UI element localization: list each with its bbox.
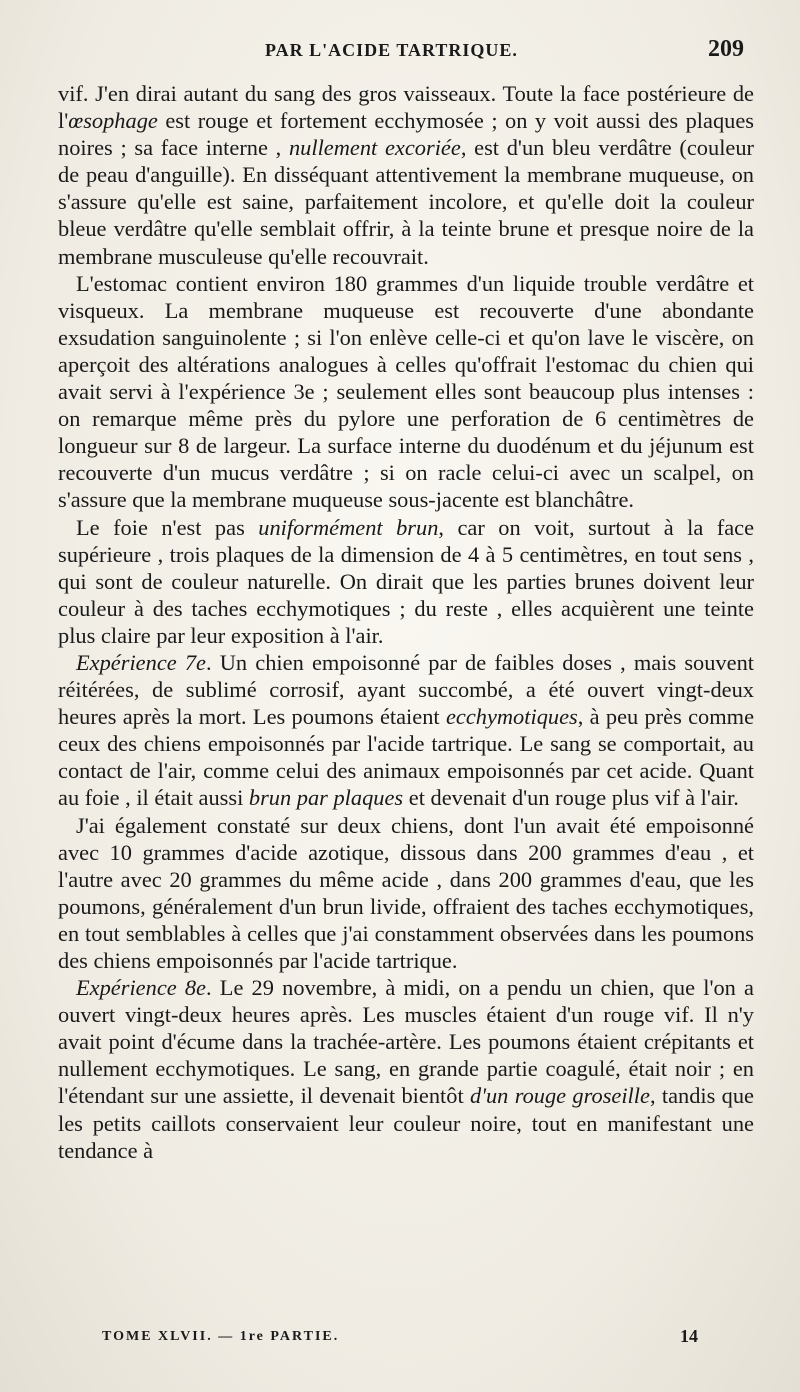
text-run: , est d'un bleu verdâtre (couleur de peau d'anguille). En disséquant attentivement la membrane muqueuse, on s'assure qu'elle est saine, parfaitement incolore, et qu'elle doit la couleur bleue verdâtre qu'elle semblait offrir, à la teinte brune et presque noire de la membrane musculeuse qu'elle recouvrait. <box>58 135 754 269</box>
text-run: L'estomac contient environ 180 grammes d'un liquide trouble verdâtre et visqueux. La membrane muqueuse est recouverte d'une abondante exsudation sanguinolente ; si l'on enlève celle-ci et qu'on lave le viscère, on aperçoit des altérations analogues à celles qu'offrait l'estomac du chien qui avait servi à l'expérience 3e ; seulement elles sont beaucoup plus intenses : on remarque même près du pylore une perforation de 6 centimètres de longueur sur 8 de largeur. La surface interne du duodénum et du jéjunum est recouverte d'un mucus verdâtre ; si on racle celui-ci avec un scalpel, on s'assure que la membrane muqueuse sous-jacente est blanchâtre. <box>58 270 754 513</box>
paragraph <box>58 649 754 812</box>
italic-run: œsophage <box>68 108 158 134</box>
page-number: 209 <box>708 36 744 62</box>
sheet-number: 14 <box>680 1326 698 1346</box>
italic-run: nullement excoriée <box>288 135 461 161</box>
text-run: , à peu près comme ceux des chiens empoisonnés par l'acide tartrique. Le sang se comportait, au contact de l'air, comme celui des animaux empoisonnés par cet acide. Quant au foie , il était aussi <box>58 704 755 811</box>
text-run: , tandis que les petits caillots conservaient leur couleur noire, tout en manifestant une tendance à <box>58 1083 754 1163</box>
text-run: Le foie n'est pas <box>76 514 259 540</box>
italic-run: uniformément brun <box>258 514 439 540</box>
paragraph <box>58 80 754 270</box>
italic-run: brun par plaques <box>248 785 404 811</box>
paragraph <box>58 974 754 1164</box>
signature-mark: TOME XLVII. — 1re PARTIE. <box>102 1329 340 1344</box>
text-run: est rouge et fortement ecchymosée ; on y voit aussi des plaques noires ; sa face interne , <box>58 108 754 161</box>
italic-run: Expérience 8e <box>76 975 206 1001</box>
text-run: vif. J'en dirai autant du sang des gros vaisseaux. Toute la face postérieure de l' <box>58 81 754 134</box>
text-run: . Un chien empoisonné par de faibles doses , mais souvent réitérées, de sublimé corrosif, ayant succombé, a été ouvert vingt-deux heures après la mort. Les poumons étaient <box>58 649 754 730</box>
italic-run: d'un rouge groseille <box>470 1083 650 1109</box>
text-run: . Le 29 novembre, à midi, on a pendu un chien, que l'on a ouvert vingt-deux heures après. Les muscles étaient d'un rouge vif. Il n'y avait point d'écume dans la trachée-artère. Les poumons étaient crépitants et nullement ecchymotiques. Le sang, en grande partie coagulé, était noir ; en l'étendant sur une assiette, il devenait bientôt <box>58 975 754 1109</box>
paragraph <box>58 812 754 975</box>
italic-run: ecchymotiques <box>445 704 578 730</box>
body-text <box>58 80 754 1164</box>
paragraph <box>58 514 754 649</box>
running-title: PAR L'ACIDE TARTRIQUE. <box>265 40 518 60</box>
text-run: , car on voit, surtout à la face supérieure , trois plaques de la dimension de 4 à 5 centimètres, en tout sens , qui sont de couleur naturelle. On dirait que les parties brunes doivent leur couleur à des taches ecchymotiques ; du reste , elles acquièrent une teinte plus claire par leur exposition à l'air. <box>58 514 755 648</box>
text-run: J'ai également constaté sur deux chiens, dont l'un avait été empoisonné avec 10 grammes d'acide azotique, dissous dans 200 grammes d'eau , et l'autre avec 20 grammes du même acide , dans 200 grammes d'eau, que les poumons, généralement d'un brun livide, offraient des taches ecchymotiques, en tout semblables à celles que j'ai constamment observées dans les poumons des chiens empoisonnés par l'acide tartrique. <box>58 812 754 973</box>
running-head <box>60 36 752 74</box>
page-footer <box>58 1326 740 1357</box>
paragraph <box>58 270 754 514</box>
italic-run: Expérience 7e <box>76 649 206 675</box>
text-run: et devenait d'un rouge plus vif à l'air. <box>403 785 739 811</box>
